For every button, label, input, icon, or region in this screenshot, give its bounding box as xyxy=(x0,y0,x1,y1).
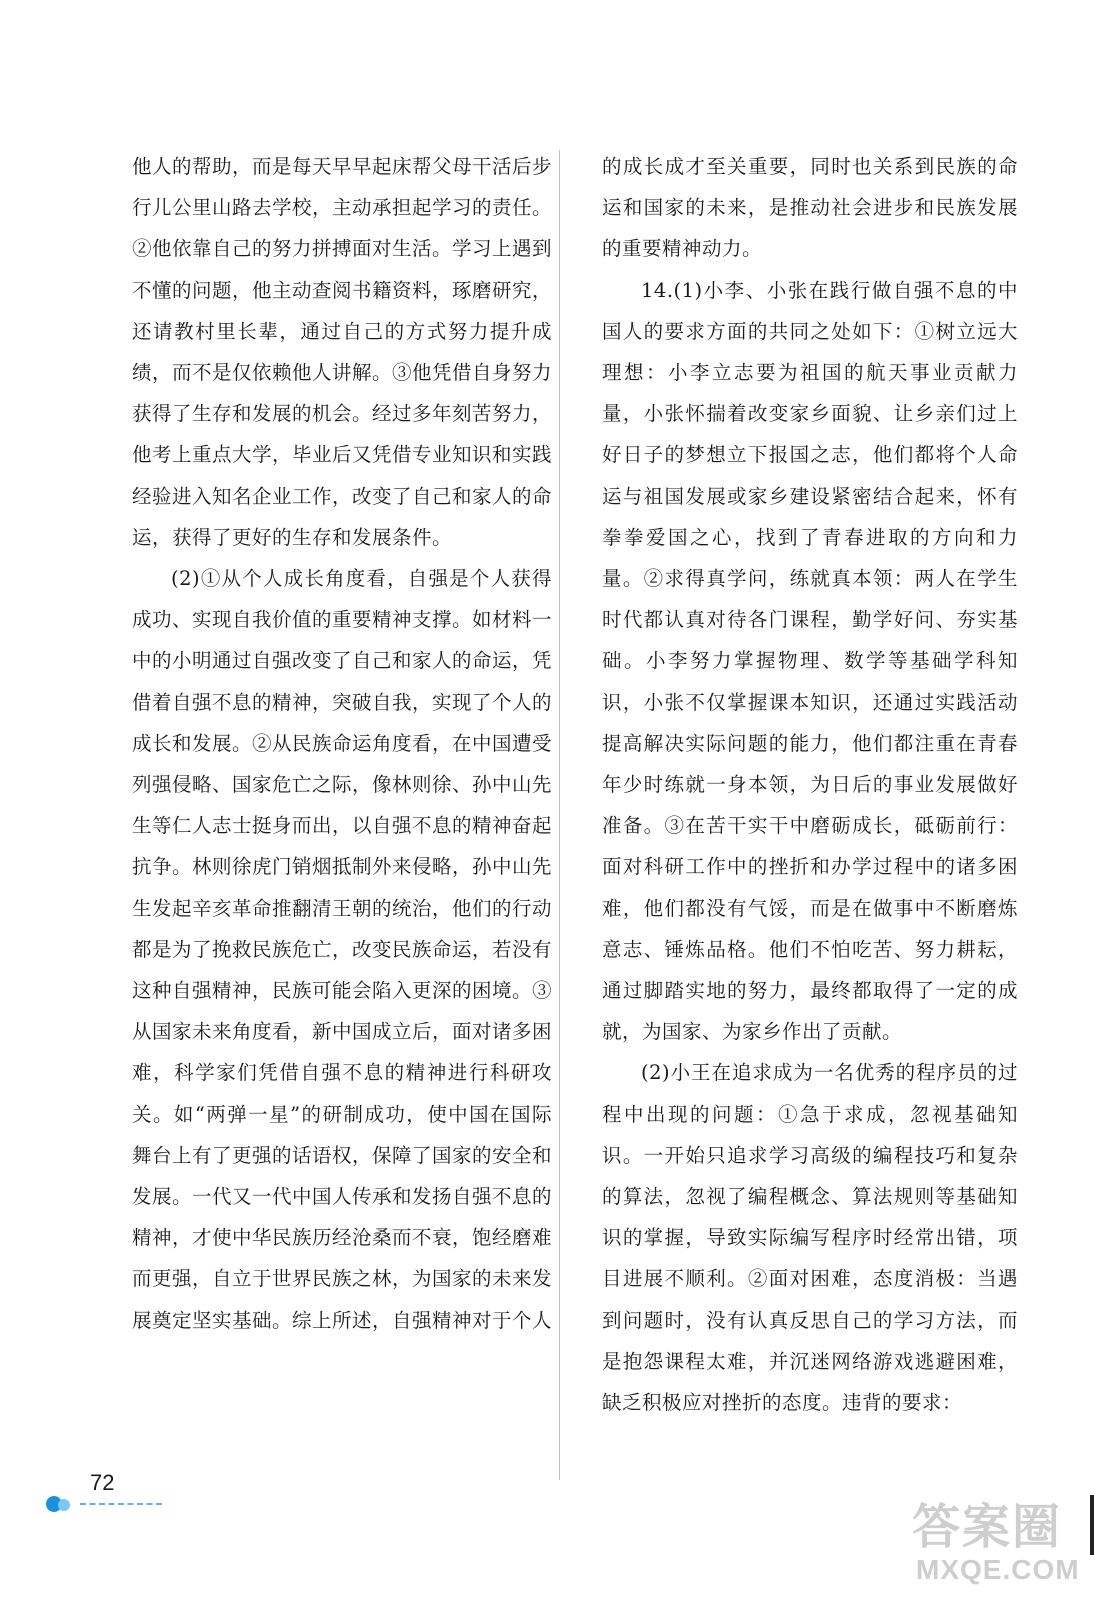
column-divider xyxy=(559,150,560,1480)
left-column xyxy=(132,146,552,1341)
watermark-logo: 答案圈 MXQE.COM xyxy=(912,1501,1080,1585)
right-paragraph-3: (2)小王在追求成为一名优秀的程序员的过程中出现的问题：①急于求成，忽视基础知识。一开始只追求学习高级的编程技巧和复杂的算法，忽视了编程概念、算法规则等基础知识的掌握，导致实际编写程序时经常出错，项目进展不顺利。②面对困难，态度消极：当遇到问题时，没有认真反思自己的学习方法，而是抱怨课程太难，并沉迷网络游戏逃避困难，缺乏积极应对挫折的态度。违背的要求： xyxy=(602,1061,1018,1415)
right-column xyxy=(602,146,1018,1423)
page-edge-mark xyxy=(1090,1495,1094,1555)
page-number: 72 xyxy=(90,1470,115,1495)
right-paragraph-2: 14.(1)小李、小张在践行做自强不息的中国人的要求方面的共同之处如下：①树立远大理想：小李立志要为祖国的航天事业贡献力量，小张怀揣着改变家乡面貌、让乡亲们过上好日子的梦想立下报国之志，他们都将个人命运与祖国发展或家乡建设紧密结合起来，怀有拳拳爱国之心，找到了青春进取的方向和力量。②求得真学问，练就真本领：两人在学生时代都认真对待各门课程，勤学好问、夯实基础。小李努力掌握物理、数学等基础学科知识，小张不仅掌握课本知识，还通过实践活动提高解决实际问题的能力，他们都注重在青春年少时练就一身本领，为日后的事业发展做好准备。③在苦干实干中磨砺成长，砥砺前行：面对科研工作中的挫折和办学过程中的诸多困难，他们都没有气馁，而是在做事中不断磨炼意志、锤炼品格。他们不怕吃苦、努力耕耘，通过脚踏实地的努力，最终都取得了一定的成就，为国家、为家乡作出了贡献。 xyxy=(602,278,1018,1044)
right-paragraph-1: 的成长成才至关重要，同时也关系到民族的命运和国家的未来，是推动社会进步和民族发展的重要精神动力。 xyxy=(602,155,1018,261)
light-blue-dot-icon xyxy=(58,1499,70,1511)
left-paragraph-1: 他人的帮助，而是每天早早起床帮父母干活后步行儿公里山路去学校，主动承担起学习的责任。②他依靠自己的努力拼搏面对生活。学习上遇到不懂的问题，他主动查阅书籍资料，琢磨研究，还请教村里长辈，通过自己的方式努力提升成绩，而不是仅依赖他人讲解。③他凭借自身努力获得了生存和发展的机会。经过多年刻苦努力，他考上重点大学，毕业后又凭借专业知识和实践经验进入知名企业工作，改变了自己和家人的命运，获得了更好的生存和发展条件。 xyxy=(132,155,553,549)
left-paragraph-2: (2)①从个人成长角度看，自强是个人获得成功、实现自我价值的重要精神支撑。如材料一中的小明通过自强改变了自己和家人的命运，凭借着自强不息的精神，突破自我，实现了个人的成长和发展。②从民族命运角度看，在中国遭受列强侵略、国家危亡之际，像林则徐、孙中山先生等仁人志士挺身而出，以自强不息的精神奋起抗争。林则徐虎门销烟抵制外来侵略，孙中山先生发起辛亥革命推翻清王朝的统治，他们的行动都是为了挽救民族危亡，改变民族命运，若没有这种自强精神，民族可能会陷入更深的困境。③从国家未来角度看，新中国成立后，面对诸多困难，科学家们凭借自强不息的精神进行科研攻关。如“两弹一星”的研制成功，使中国在国际舞台上有了更强的话语权，保障了国家的安全和发展。一代又一代中国人传承和发扬自强不息的精神，才使中华民族历经沧桑而不衰，饱经磨难而更强，自立于世界民族之林，为国家的未来发展奠定坚实基础。综上所述，自强精神对于个人 xyxy=(132,567,553,1332)
footer-rule xyxy=(80,1503,162,1505)
